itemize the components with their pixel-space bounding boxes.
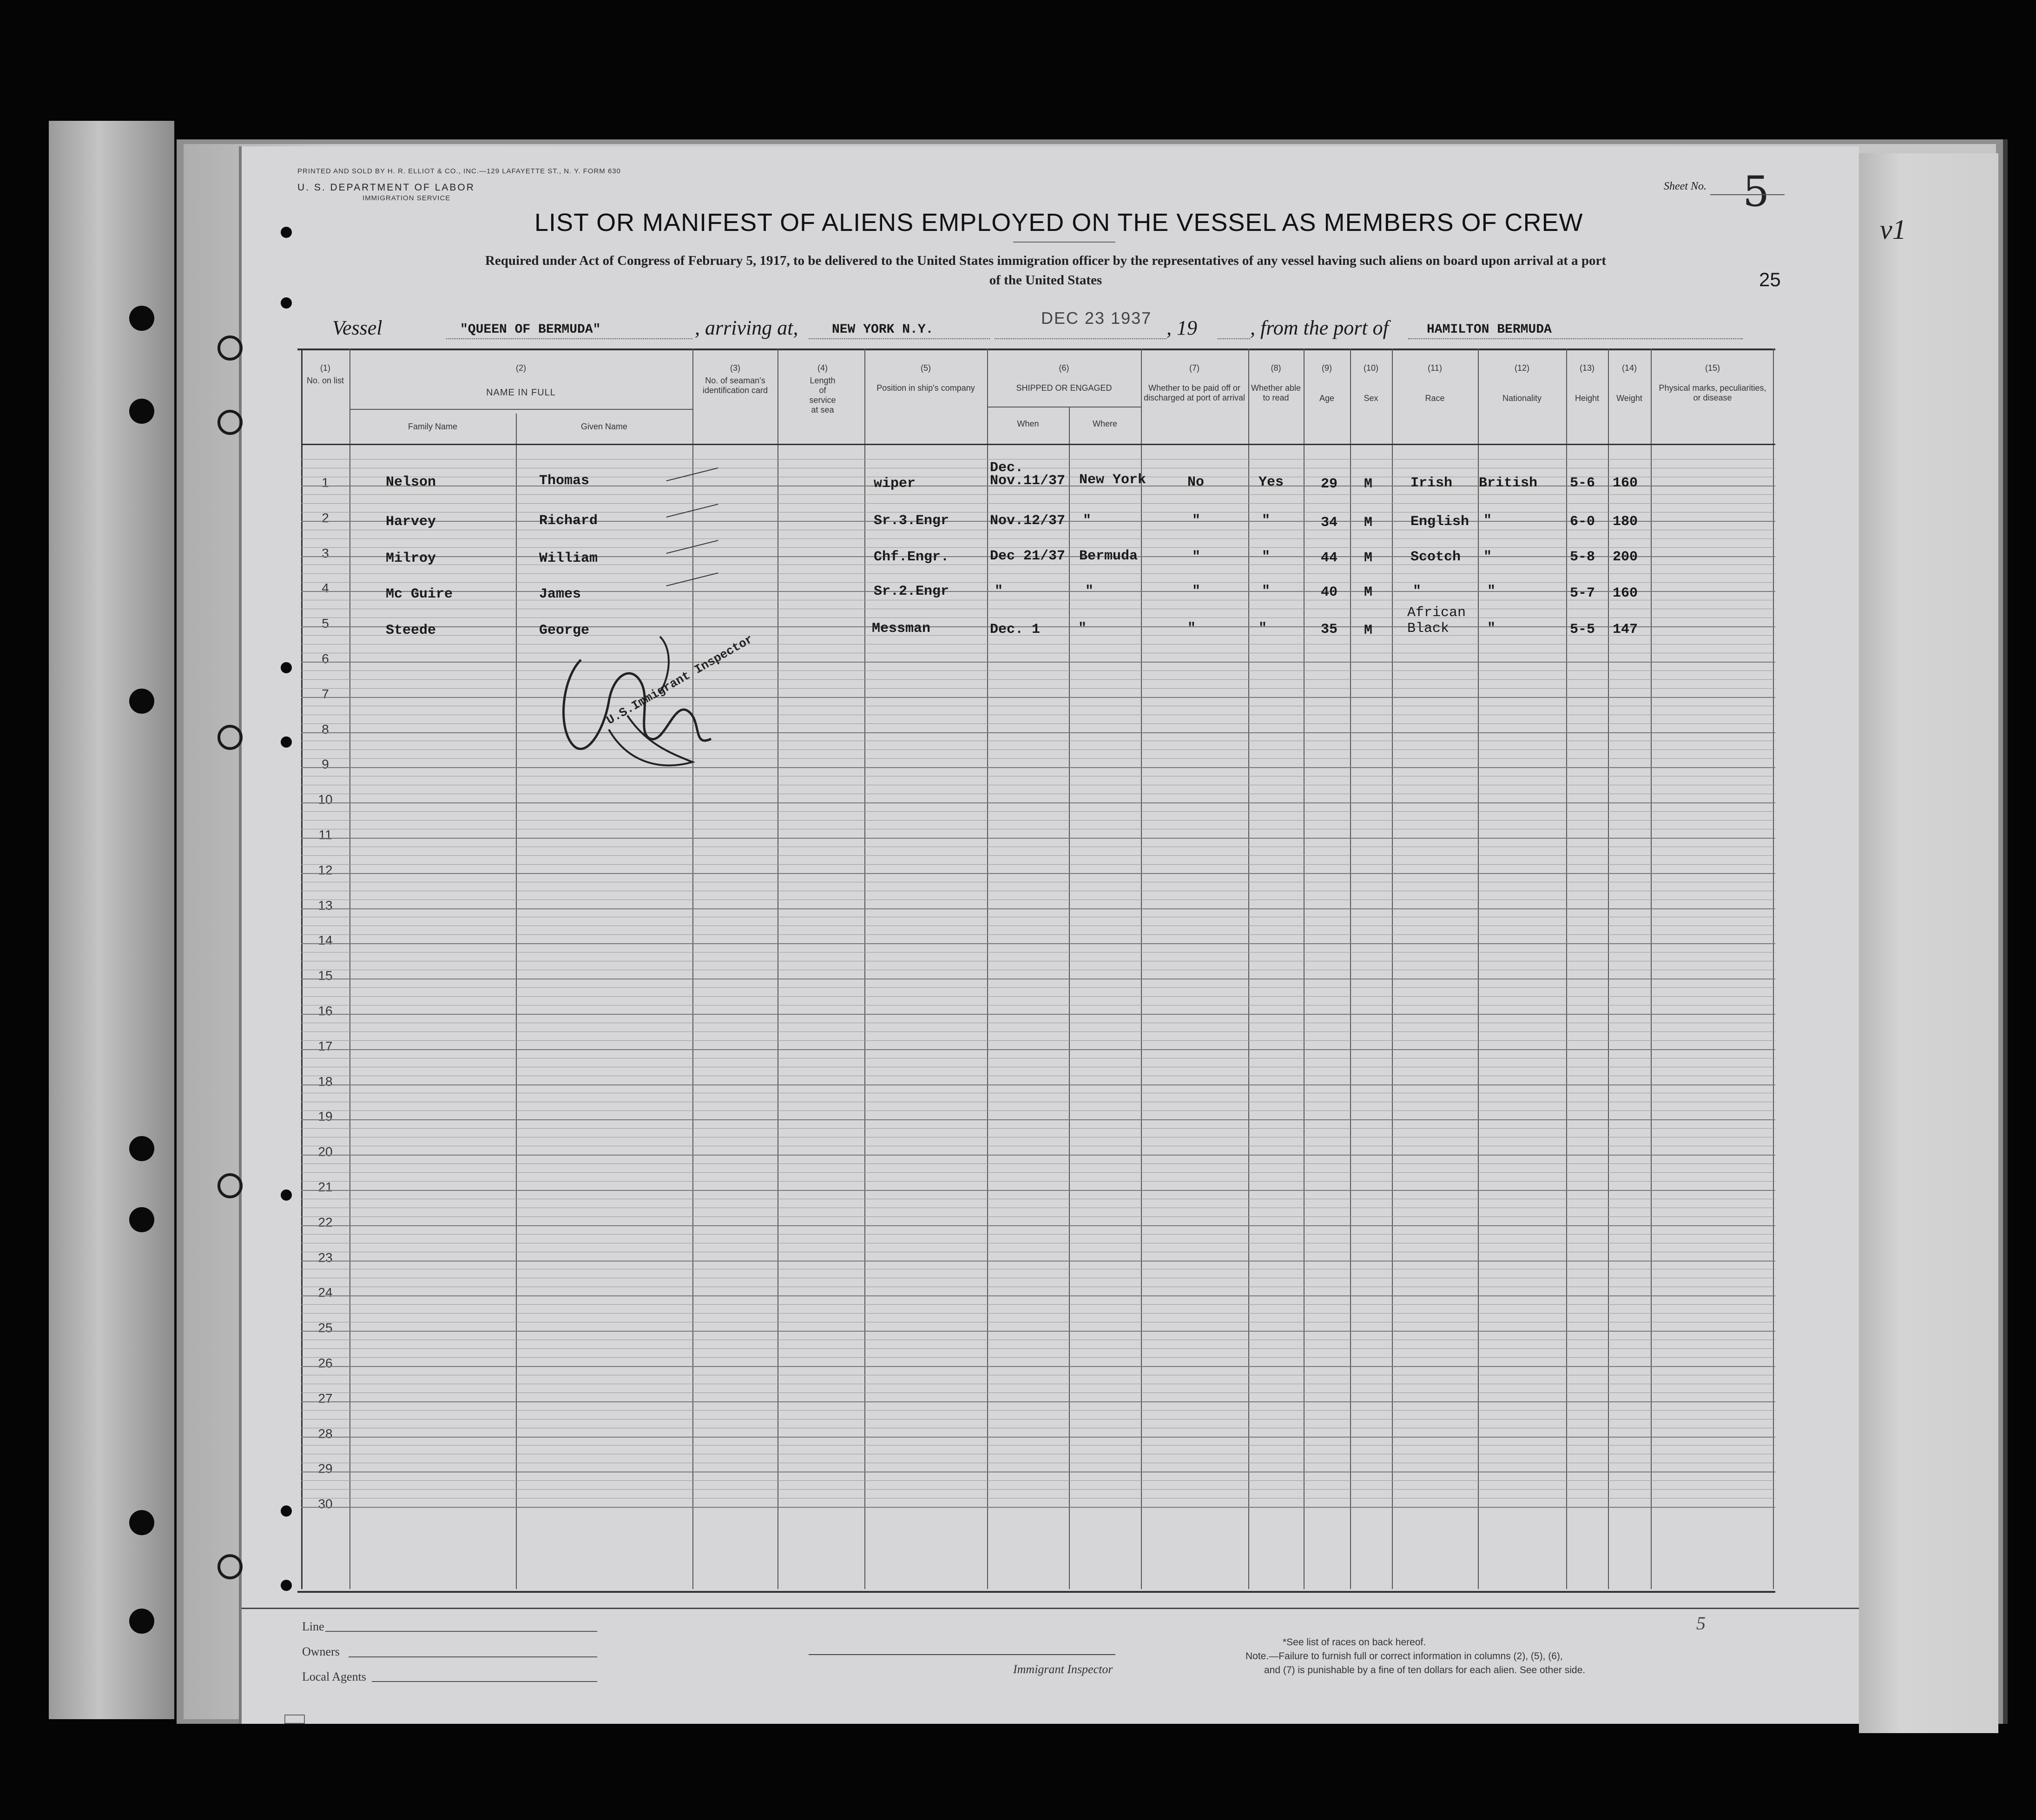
col-11-number: (11) — [1428, 363, 1442, 373]
row-number: 21 — [318, 1180, 333, 1194]
row-4-weight: 160 — [1613, 585, 1638, 601]
col-6b-label: Where — [1092, 419, 1117, 428]
row-number: 18 — [318, 1074, 333, 1089]
row-5-race: Black — [1407, 621, 1450, 637]
col-9-label: Age — [1319, 394, 1335, 403]
row-2-where: " — [1083, 513, 1092, 529]
form-subtitle — [372, 251, 1720, 290]
col-11-header — [1392, 363, 1478, 403]
row-3-age: 44 — [1321, 550, 1338, 566]
col-2a-label: Family Name — [408, 422, 457, 431]
row-4-height: 5-7 — [1570, 585, 1595, 601]
ruled-line — [301, 503, 1775, 504]
col-divider — [864, 348, 865, 1589]
col-divider — [1478, 348, 1479, 1589]
printer-imprint: PRINTED AND SOLD BY H. R. ELLIOT & CO., INC.—129 LAFAYETTE ST., N. Y. FORM 630 — [297, 167, 621, 175]
row-1-race: Irish — [1410, 475, 1453, 491]
row-3-weight: 200 — [1613, 549, 1638, 565]
row-2-read: " — [1262, 513, 1271, 529]
row-number: 29 — [318, 1461, 333, 1476]
arriving-underline — [809, 338, 990, 339]
row-3-nationality: " — [1483, 549, 1492, 565]
ruled-line — [301, 996, 1775, 997]
col-7-label: Whether to be paid off or discharged at port of arrival — [1143, 383, 1245, 402]
ruled-line — [301, 758, 1775, 759]
owners-label: Owners — [302, 1645, 340, 1658]
ruled-line — [301, 1480, 1775, 1481]
col-15-header — [1654, 363, 1771, 403]
binder-hole-icon — [129, 1510, 154, 1535]
binder-hole-icon — [129, 1207, 154, 1232]
ruled-line — [301, 670, 1775, 671]
row-4-read: " — [1262, 584, 1271, 599]
row-4-sex: M — [1364, 585, 1373, 600]
row-3-read: " — [1262, 549, 1271, 565]
col-divider — [516, 414, 517, 1589]
col-4-header — [785, 363, 860, 415]
row-1-family: Nelson — [386, 474, 436, 490]
col-15-label: Physical marks, peculiarities, or disease — [1659, 383, 1766, 402]
col-6a-label: When — [1017, 419, 1039, 428]
col-divider — [1069, 407, 1070, 1589]
col-2b-label: Given Name — [580, 422, 628, 431]
row-3-family: Milroy — [386, 551, 436, 566]
ruled-line — [301, 547, 1775, 548]
punch-hole-icon — [281, 1189, 292, 1201]
row-number: 19 — [318, 1109, 333, 1124]
ruled-line — [301, 811, 1775, 812]
footer-rule — [242, 1608, 1859, 1609]
line-label: Line — [302, 1620, 324, 1633]
col-divider — [1304, 348, 1305, 1589]
col-6-number: (6) — [1059, 363, 1069, 373]
col-8-label: Whether able to read — [1251, 383, 1301, 402]
ruled-line — [301, 952, 1775, 953]
col-divider — [1350, 348, 1351, 1589]
arriving-label: , arriving at, — [695, 316, 798, 339]
punch-hole-icon — [281, 227, 292, 238]
row-2-sex: M — [1364, 515, 1373, 531]
row-3-given: William — [539, 551, 598, 566]
col-13-number: (13) — [1579, 363, 1595, 373]
row-5-sex: M — [1364, 623, 1373, 638]
row-5-age: 35 — [1321, 622, 1338, 637]
row-5-race-top: African — [1407, 605, 1466, 621]
ruled-line — [301, 1357, 1775, 1358]
ruled-line — [301, 1181, 1775, 1182]
row-3-race: Scotch — [1410, 549, 1461, 565]
row-4-family: Mc Guire — [386, 586, 453, 602]
row-number: 9 — [322, 757, 329, 772]
binder-hole-icon — [129, 689, 154, 714]
ruled-line — [301, 1489, 1775, 1490]
row-5-position: Messman — [872, 621, 931, 637]
col-7-header — [1143, 363, 1245, 403]
row-1-weight: 160 — [1613, 475, 1638, 491]
row-4-when: " — [995, 584, 1003, 599]
col-divider — [1773, 348, 1774, 1589]
col-10-header — [1350, 363, 1392, 403]
col-7-number: (7) — [1189, 363, 1199, 373]
inspector-stamp-text: U.S.Immigrant Inspector — [604, 632, 756, 728]
row-5-nationality: " — [1487, 621, 1496, 637]
punch-hole-icon — [217, 725, 243, 750]
row-number: 24 — [318, 1285, 333, 1300]
right-page-edge — [1859, 153, 1998, 1733]
col-divider — [349, 348, 350, 1589]
row-3-paid-off: " — [1192, 549, 1201, 565]
col-8-header — [1248, 363, 1304, 403]
col-12-header — [1478, 363, 1566, 403]
binder-hole-icon — [129, 306, 154, 331]
row-number: 26 — [318, 1356, 333, 1370]
vessel-label: Vessel — [332, 316, 382, 339]
punch-hole-icon — [281, 297, 292, 309]
row-number: 16 — [318, 1004, 333, 1018]
row-1-sex: M — [1364, 476, 1373, 492]
row-rule — [301, 943, 1775, 944]
row-number: 10 — [318, 792, 333, 807]
row-number: 30 — [318, 1497, 333, 1511]
col-divider — [1392, 348, 1393, 1589]
col-divider — [1566, 348, 1567, 1589]
row-1-given: Thomas — [539, 473, 590, 489]
row-2-age: 34 — [1321, 515, 1338, 531]
col-12-number: (12) — [1514, 363, 1529, 373]
row-number: 8 — [322, 722, 329, 736]
row-rule — [301, 1225, 1775, 1226]
row-number: 11 — [318, 828, 332, 842]
col-3-number: (3) — [730, 363, 740, 373]
col-5-number: (5) — [921, 363, 931, 373]
penalty-note-2: and (7) is punishable by a fine of ten dollars for each alien. See other side. — [1264, 1665, 1586, 1675]
ruled-line — [301, 679, 1775, 680]
row-3-position: Chf.Engr. — [874, 549, 949, 565]
row-2-weight: 180 — [1613, 514, 1638, 530]
agents-underline — [372, 1681, 597, 1682]
row-1-age: 29 — [1321, 476, 1338, 492]
col-14-label: Weight — [1616, 394, 1642, 403]
col-1-label: No. on list — [306, 376, 344, 385]
sheet-label: Sheet No. — [1664, 180, 1707, 192]
year-label: , 19 — [1166, 316, 1197, 339]
row-3-where: Bermuda — [1079, 548, 1138, 564]
punch-hole-icon — [217, 1173, 243, 1198]
ruled-line — [301, 582, 1775, 583]
title-rule — [1013, 242, 1115, 243]
ruled-line — [301, 1172, 1775, 1173]
sheet-number: 5 — [1743, 167, 1770, 216]
row-rule — [301, 1261, 1775, 1262]
row-1-position: wiper — [874, 476, 916, 492]
row-number: 15 — [318, 968, 333, 983]
ruled-line — [301, 1313, 1775, 1314]
row-2-height: 6-0 — [1570, 514, 1595, 530]
punch-hole-icon — [217, 335, 243, 361]
col-1-header — [302, 363, 349, 386]
ruled-line — [301, 864, 1775, 865]
vessel-underline — [446, 338, 692, 339]
name-subheader-rule — [349, 409, 692, 410]
row-number: 25 — [318, 1321, 333, 1335]
inspector-label: Immigrant Inspector — [1013, 1662, 1113, 1676]
row-2-race: English — [1410, 514, 1469, 530]
row-rule — [301, 591, 1775, 592]
binder-hole-icon — [129, 399, 154, 424]
row-4-race: " — [1413, 584, 1422, 599]
row-4-age: 40 — [1321, 585, 1338, 600]
col-divider — [1608, 348, 1609, 1589]
row-number: 6 — [322, 651, 329, 666]
department-name: U. S. DEPARTMENT OF LABOR — [297, 182, 475, 193]
row-rule — [301, 1401, 1775, 1402]
col-3-label: No. of seaman's identification card — [702, 376, 768, 395]
col-4-label: Length of service at sea — [809, 376, 836, 414]
ruled-line — [301, 1128, 1775, 1129]
row-5-when: Dec. 1 — [990, 622, 1041, 637]
ruled-line — [301, 987, 1775, 988]
row-number: 13 — [318, 898, 333, 913]
row-rule — [301, 838, 1775, 839]
col-divider — [301, 348, 303, 1589]
row-rule — [301, 732, 1775, 733]
penalty-note-1: Note.—Failure to furnish full or correct information in columns (2), (5), (6), — [1245, 1651, 1563, 1662]
line-underline — [325, 1631, 597, 1632]
ruled-line — [301, 749, 1775, 750]
col-8-number: (8) — [1271, 363, 1281, 373]
row-number: 7 — [322, 686, 329, 701]
punch-hole-icon — [281, 1580, 292, 1591]
col-5-header — [865, 363, 986, 393]
row-rule — [301, 1331, 1775, 1332]
from-underline — [1408, 338, 1743, 339]
page-number: 25 — [1759, 269, 1781, 290]
col-6-label: SHIPPED OR ENGAGED — [1016, 383, 1112, 393]
punch-hole-icon — [217, 410, 243, 435]
ruled-line — [301, 820, 1775, 821]
col-2-header — [349, 363, 692, 398]
col-13-label: Height — [1575, 394, 1600, 403]
col-divider — [1248, 348, 1249, 1589]
header-bottom-rule — [301, 444, 1775, 445]
row-1-where: New York — [1079, 472, 1146, 488]
col-10-label: Sex — [1364, 394, 1378, 403]
row-2-given: Richard — [539, 513, 598, 529]
row-1-when-top: Dec. — [990, 460, 1024, 476]
row-1-read: Yes — [1258, 474, 1284, 490]
row-5-weight: 147 — [1613, 622, 1638, 637]
row-number: 23 — [318, 1250, 333, 1265]
col-9-number: (9) — [1322, 363, 1332, 373]
row-2-paid-off: " — [1192, 513, 1201, 529]
row-2-position: Sr.3.Engr — [874, 513, 949, 529]
col-14-header — [1608, 363, 1651, 403]
ruled-line — [301, 1163, 1775, 1164]
ruled-line — [301, 494, 1775, 495]
row-rule — [301, 1366, 1775, 1367]
owners-underline — [349, 1656, 597, 1657]
arriving-port: NEW YORK N.Y. — [832, 322, 934, 337]
punch-hole-icon — [281, 1505, 292, 1517]
ruled-line — [301, 934, 1775, 935]
sheet-underline — [1710, 194, 1785, 195]
col-14-number: (14) — [1621, 363, 1637, 373]
row-number: 1 — [322, 475, 329, 490]
col-divider — [1651, 348, 1652, 1589]
from-port: HAMILTON BERMUDA — [1427, 322, 1552, 337]
row-number: 5 — [322, 616, 329, 631]
row-number: 17 — [318, 1038, 333, 1053]
union-label-icon — [284, 1715, 305, 1724]
punch-hole-icon — [217, 1554, 243, 1579]
row-rule — [301, 697, 1775, 698]
row-rule — [301, 1437, 1775, 1438]
row-2-when: Nov.12/37 — [990, 513, 1066, 529]
ruled-line — [301, 1110, 1775, 1111]
row-rule — [301, 1014, 1775, 1015]
row-5-paid-off: " — [1187, 621, 1196, 637]
row-5-read: " — [1258, 621, 1267, 637]
col-15-number: (15) — [1705, 363, 1720, 373]
col-2-label: NAME IN FULL — [486, 388, 556, 398]
col-4-number: (4) — [817, 363, 828, 373]
ruled-line — [301, 723, 1775, 724]
ruled-line — [301, 855, 1775, 856]
form-title: LIST OR MANIFEST OF ALIENS EMPLOYED ON THE VESSEL AS MEMBERS OF CREW — [534, 209, 1583, 237]
row-2-nationality: " — [1483, 513, 1492, 529]
row-4-nationality: " — [1487, 584, 1496, 599]
row-5-family: Steede — [386, 623, 436, 638]
punch-hole-icon — [281, 662, 292, 673]
row-1-when: Nov.11/37 — [990, 473, 1066, 489]
row-rule — [301, 662, 1775, 663]
ruled-line — [301, 1348, 1775, 1349]
ruled-line — [301, 1410, 1775, 1411]
row-4-given: James — [539, 586, 581, 602]
row-rule — [301, 802, 1775, 803]
ruled-line — [301, 459, 1775, 460]
year-underline — [1218, 338, 1250, 339]
row-rule — [301, 1190, 1775, 1191]
row-rule — [301, 908, 1775, 909]
ruled-line — [301, 1216, 1775, 1217]
binder-hole-icon — [129, 1136, 154, 1161]
col-2-number: (2) — [516, 363, 526, 373]
row-number: 14 — [318, 933, 333, 948]
races-note: *See list of races on back hereof. — [1283, 1637, 1426, 1648]
row-number: 12 — [318, 862, 333, 877]
local-agents-label: Local Agents — [302, 1670, 366, 1683]
ruled-line — [301, 573, 1775, 574]
row-3-sex: M — [1364, 550, 1373, 566]
row-4-position: Sr.2.Engr — [874, 584, 949, 599]
col-9-header — [1304, 363, 1350, 403]
corner-annotation: v1 — [1880, 214, 1906, 245]
row-number: 20 — [318, 1144, 333, 1159]
subtitle-line-1: Required under Act of Congress of February 5, 1917, to be delivered to the United States immigration officer by the representatives of any vessel having such aliens on board upon arrival at a port — [485, 253, 1607, 268]
col-11-label: Race — [1425, 394, 1445, 403]
vessel-name: "QUEEN OF BERMUDA" — [460, 322, 601, 337]
row-number: 28 — [318, 1426, 333, 1441]
row-number: 22 — [318, 1215, 333, 1229]
row-number: 2 — [322, 510, 329, 525]
subtitle-line-2: of the United States — [989, 273, 1102, 288]
row-number: 3 — [322, 545, 329, 560]
col-13-header — [1566, 363, 1608, 403]
row-rule — [301, 1049, 1775, 1050]
col-3-header — [693, 363, 777, 395]
row-rule — [301, 1295, 1775, 1296]
margin-mark: 5 — [1696, 1613, 1706, 1634]
row-number: 27 — [318, 1391, 333, 1406]
col-12-label: Nationality — [1502, 394, 1542, 403]
col-5-label: Position in ship's company — [876, 383, 975, 393]
row-5-given: George — [539, 623, 590, 638]
row-5-height: 5-5 — [1570, 622, 1595, 637]
ruled-line — [301, 1234, 1775, 1235]
row-4-paid-off: " — [1192, 584, 1201, 599]
binder-hole-icon — [129, 1609, 154, 1634]
adjacent-page-strip — [49, 121, 174, 1719]
row-1-paid-off: No — [1187, 474, 1205, 490]
from-label: , from the port of — [1250, 316, 1389, 339]
row-3-when: Dec 21/37 — [990, 548, 1066, 564]
col-6-header — [987, 363, 1141, 393]
row-1-height: 5-6 — [1570, 475, 1595, 491]
row-2-family: Harvey — [386, 514, 436, 530]
service-name: IMMIGRATION SERVICE — [362, 194, 451, 202]
col-10-number: (10) — [1363, 363, 1378, 373]
row-1-nationality: British — [1479, 475, 1538, 491]
date-stamp: DEC 23 1937 — [1041, 309, 1152, 328]
row-3-height: 5-8 — [1570, 549, 1595, 565]
punch-hole-icon — [281, 736, 292, 748]
row-rule — [301, 1119, 1775, 1120]
row-rule — [301, 1155, 1775, 1156]
row-4-where: " — [1085, 584, 1094, 599]
col-divider — [1141, 348, 1142, 1589]
ruled-line — [301, 1040, 1775, 1041]
row-number: 4 — [322, 581, 329, 596]
date-underline — [995, 338, 1166, 339]
inspector-signature-line — [809, 1654, 1115, 1655]
ruled-line — [301, 1304, 1775, 1305]
row-rule — [301, 873, 1775, 874]
col-divider — [692, 348, 693, 1589]
col-divider — [987, 348, 988, 1589]
row-rule — [301, 1507, 1775, 1508]
row-5-where: " — [1078, 621, 1087, 637]
col-1-number: (1) — [320, 363, 330, 373]
row-rule — [301, 767, 1775, 768]
ruled-line — [301, 688, 1775, 689]
crew-table — [297, 348, 1775, 1593]
row-rule — [301, 1084, 1775, 1085]
